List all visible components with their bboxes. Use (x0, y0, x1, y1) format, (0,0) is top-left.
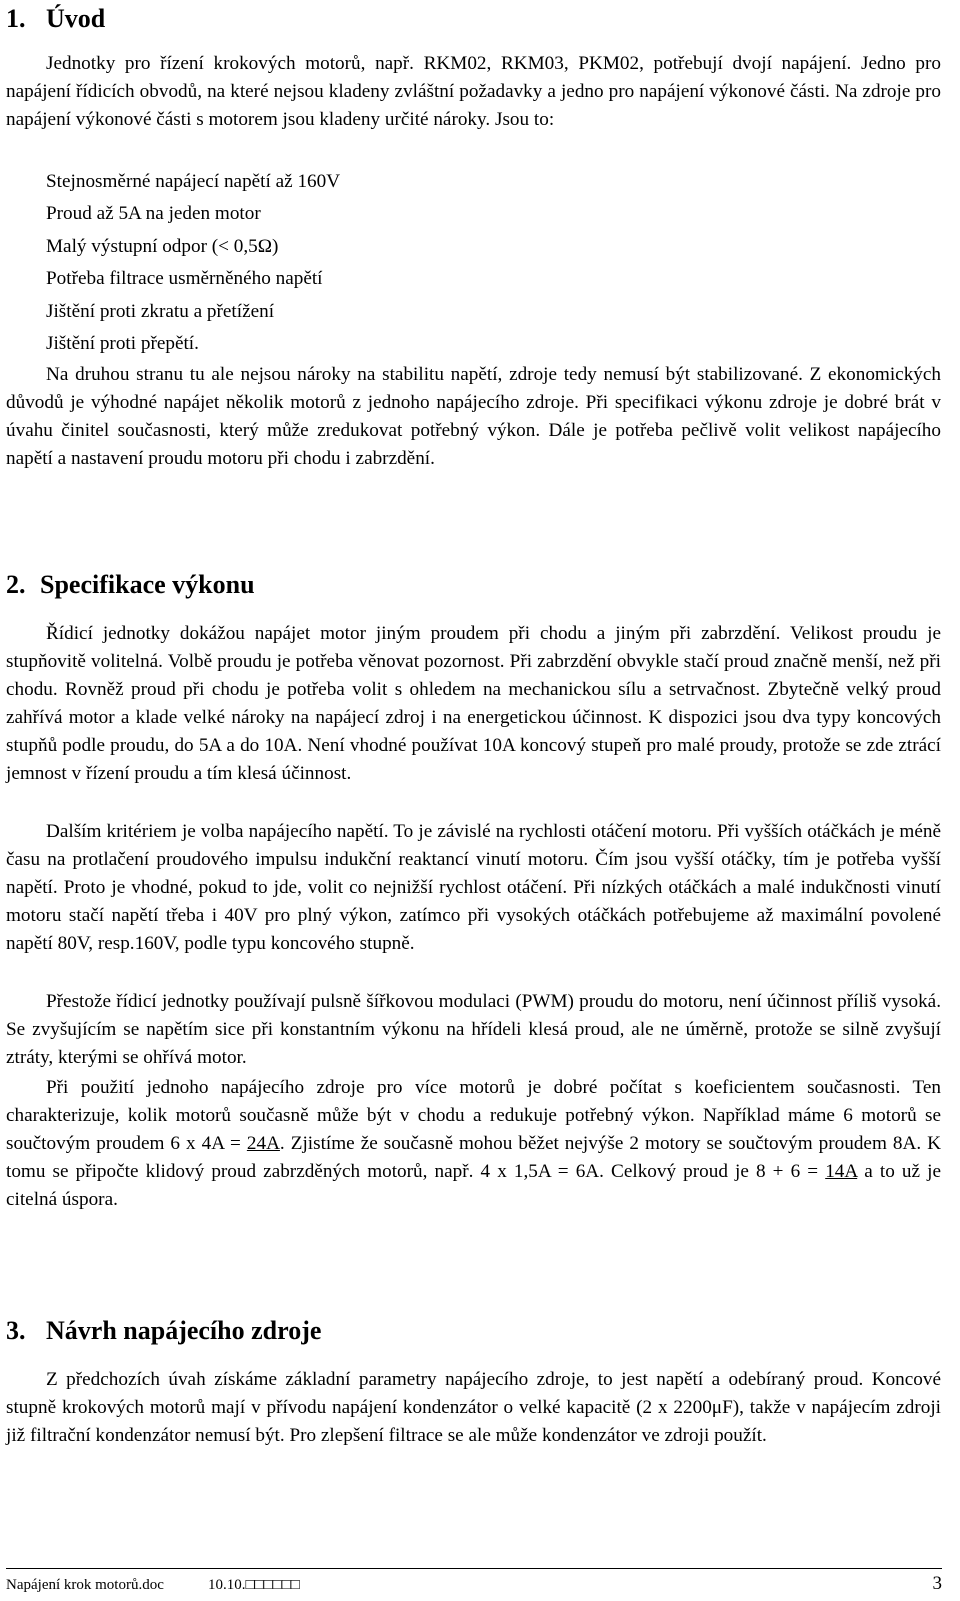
section-1-paragraph-2: Na druhou stranu tu ale nejsou nároky na stabilitu napětí, zdroje tedy nemusí být stabilizované. Z ekonomických důvodů je výhodné napájet několik motorů z jednoho napájecího zdroje. Při specifikaci výkonu zdroje je dobré brát v úvahu činitel současnosti, který může zredukovat potřebný výkon. Dále je potřeba pečlivě volit velikost napájecího napětí a nastavení proudu motoru při chodu i zabrzdění. (6, 364, 941, 469)
list-item: Potřeba filtrace usměrněného napětí (46, 268, 323, 290)
footer-date: 10.10.□□□□□□ (208, 1577, 300, 1593)
section-2-number: 2. (6, 570, 26, 599)
list-item: Jištění proti zkratu a přetížení (46, 300, 275, 322)
section-1-paragraph-1: Jednotky pro řízení krokových motorů, např. RKM02, RKM03, PKM02, potřebují dvojí napájení. Jedno pro napájení řídicích obvodů, na které nejsou kladeny zvláštní požadavky a jedno pro napájení výkonové části. Na zdroje pro napájení výkonové části s motorem jsou kladeny určité nároky. Jsou to: (6, 53, 941, 130)
section-2-paragraph-2: Dalším kritériem je volba napájecího napětí. To je závislé na rychlosti otáčení motoru. Při vyšších otáčkách je méně času na protlačení proudového impulsu indukční reaktancí vinutí motoru. Čím jsou vyšší otáčky, tím je potřeba vyšší napětí. Proto je vhodné, pokud to jde, volit co nejnižší rychlost otáčení. Při nízkých otáčkách a malé indukčnosti vinutí motoru stačí napětí třeba i 40V pro plný výkon, zatímco při vysokých otáčkách potřebujeme až maximální povolené napětí 80V, resp.160V, podle typu koncového stupně. (6, 821, 941, 954)
paragraph-text: a to už je citelná úspora. (6, 1161, 941, 1210)
list-item: Malý výstupní odpor (< 0,5Ω) (46, 235, 279, 257)
underlined-value: 14A (825, 1161, 858, 1182)
section-3-title: Návrh napájecího zdroje (46, 1316, 322, 1345)
section-2-paragraph-3: Přestože řídicí jednotky používají pulsně šířkovou modulaci (PWM) proudu do motoru, není účinnost příliš vysoká. Se zvyšujícím se napětím sice při konstantním výkonu na hřídeli klesá proud, ale ne úměrně, protože se silně zvyšují ztráty, kterými se ohřívá motor. (6, 991, 941, 1068)
underlined-value: 24A (246, 1133, 280, 1154)
footer-filename: Napájení krok motorů.doc (6, 1577, 164, 1593)
paragraph-text: Při použití jednoho napájecího zdroje pro více motorů je dobré počítat s koeficientem současnosti. Ten charakterizuje, kolik motorů současně může být v chodu a redukuje potřebný výkon. Například máme 6 motorů se součtovým proudem 6 x 4A = (6, 1077, 941, 1154)
section-1-title: Úvod (46, 4, 106, 33)
list-item: Proud až 5A na jeden motor (46, 203, 261, 225)
section-2-heading (6, 570, 255, 600)
section-2-title: Specifikace výkonu (40, 570, 255, 599)
page-number: 3 (932, 1573, 942, 1594)
requirements-list (46, 166, 340, 360)
list-item: Stejnosměrné napájecí napětí až 160V (46, 171, 341, 192)
section-3-heading (6, 1316, 321, 1346)
page-footer (6, 1568, 942, 1594)
section-2-paragraph-4 (6, 1074, 941, 1214)
section-3-paragraph-1: Z předchozích úvah získáme základní parametry napájecího zdroje, to jest napětí a odebíraný proud. Koncové stupně krokových motorů mají v přívodu napájení kondenzátor o velké kapacitě (2 x 2200μF), takže v napájecím zdroji již filtrační kondenzátor nemusí být. Pro zlepšení filtrace se ale může kondenzátor ve zdroji použít. (6, 1369, 941, 1446)
section-1-heading (6, 4, 105, 34)
section-3-number: 3. (6, 1316, 26, 1345)
section-2-paragraph-1: Řídicí jednotky dokážou napájet motor jiným proudem při chodu a jiným při zabrzdění. Velikost proudu je stupňovitě volitelná. Volbě proudu je potřeba věnovat pozornost. Při zabrzdění obvykle stačí proud značně menší, než při chodu. Rovněž proud při chodu je potřeba volit s ohledem na mechanickou sílu a setrvačnost. Zbytečně velký proud zahřívá motor a klade velké nároky na napájecí zdroj i na energetickou účinnost. K dispozici jsou dva typy koncových stupňů podle proudu, do 5A a do 10A. Není vhodné používat 10A koncový stupeň pro malé proudy, protože se zde ztrácí jemnost v řízení proudu a tím klesá účinnost. (6, 623, 941, 784)
paragraph-text: . Zjistíme že současně mohou běžet nejvýše 2 motory se součtovým proudem 8A. K tomu se připočte klidový proud zabrzděných motorů, např. 4 x 1,5A = 6A. Celkový proud je 8 + 6 = (6, 1133, 941, 1182)
section-1-number: 1. (6, 4, 26, 33)
list-item: Jištění proti přepětí. (46, 332, 199, 354)
